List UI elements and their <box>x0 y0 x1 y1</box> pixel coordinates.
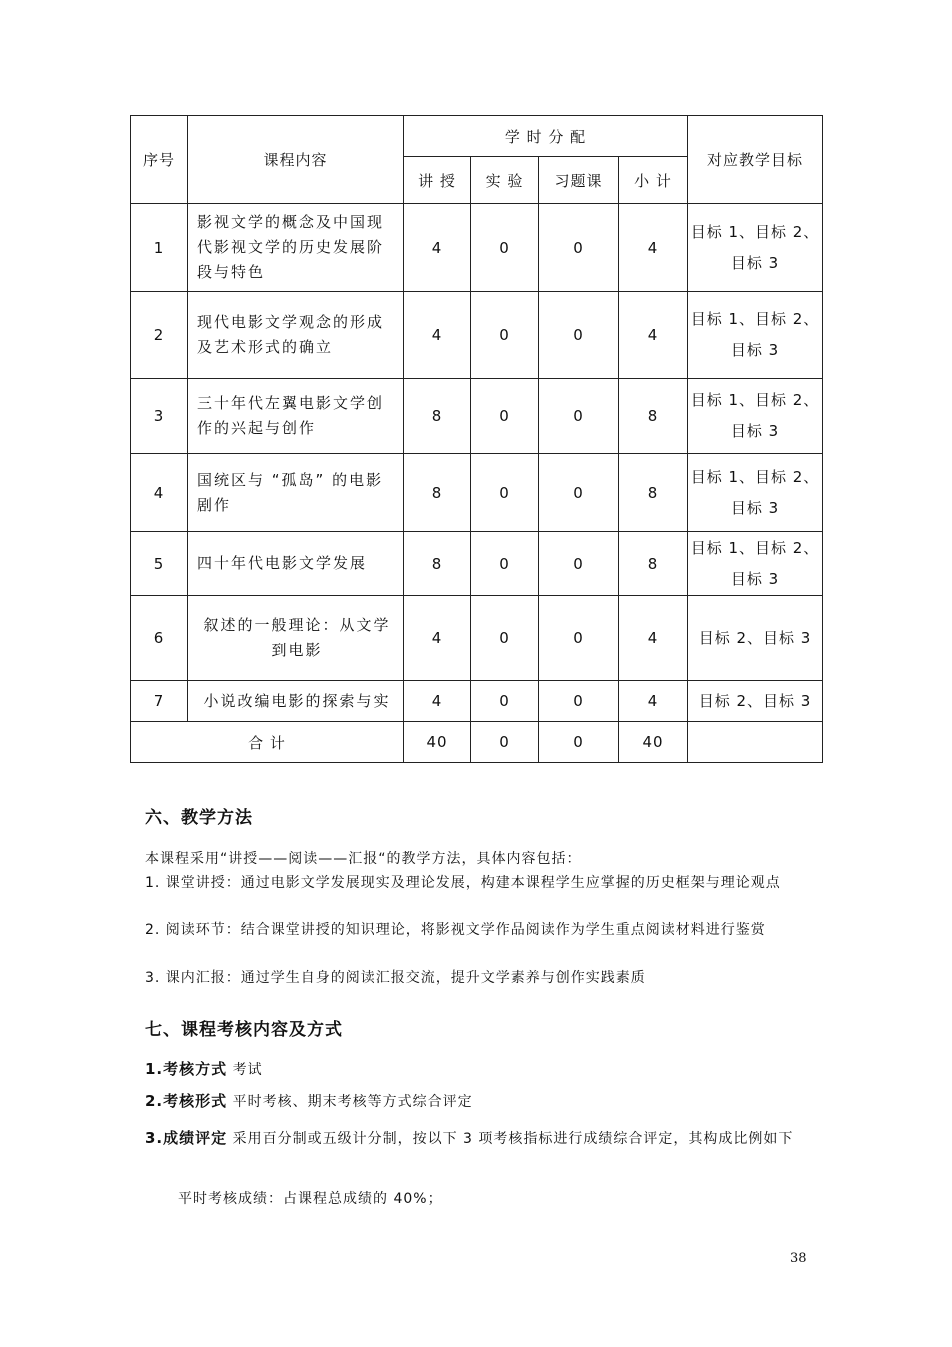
row-exercise: 0 <box>539 454 619 532</box>
row-seq: 6 <box>131 596 188 681</box>
row-subtotal: 8 <box>619 454 688 532</box>
row-goals: 目标 1、目标 2、目标 3 <box>688 454 823 532</box>
row-exercise: 0 <box>539 532 619 596</box>
header-lecture: 讲 授 <box>404 157 471 204</box>
grade-assessment-text: 采用百分制或五级计分制，按以下 3 项考核指标进行成绩综合评定，其构成比例如下 <box>232 1131 794 1147</box>
row-lab: 0 <box>471 681 539 722</box>
row-seq: 2 <box>131 292 188 379</box>
header-goals: 对应教学目标 <box>688 116 823 204</box>
row-subtotal: 4 <box>619 681 688 722</box>
section-7-heading: 七、课程考核内容及方式 <box>145 1020 343 1040</box>
row-content: 国统区与 “孤岛” 的电影剧作 <box>188 454 404 532</box>
row-subtotal: 8 <box>619 379 688 454</box>
row-goals: 目标 2、目标 3 <box>688 596 823 681</box>
row-goals: 目标 2、目标 3 <box>688 681 823 722</box>
usual-score: 平时考核成绩：占课程总成绩的 40%； <box>178 1191 443 1207</box>
row-lecture: 4 <box>404 681 471 722</box>
grade-assessment-label: 3.成绩评定 <box>145 1129 228 1147</box>
row-exercise: 0 <box>539 681 619 722</box>
section-6-item-1: 1. 课堂讲授：通过电影文学发展现实及理论发展，构建本课程学生应掌握的历史框架与理论观点 <box>145 875 781 891</box>
table-row <box>131 681 823 722</box>
row-subtotal: 4 <box>619 292 688 379</box>
exam-form-label: 2.考核形式 <box>145 1092 228 1110</box>
header-exercise: 习题课 <box>539 157 619 204</box>
row-content: 现代电影文学观念的形成及艺术形式的确立 <box>188 292 404 379</box>
total-label: 合 计 <box>131 722 404 763</box>
section-6-item-3: 3. 课内汇报：通过学生自身的阅读汇报交流，提升文学素养与创作实践素质 <box>145 970 646 986</box>
row-lecture: 8 <box>404 379 471 454</box>
row-exercise: 0 <box>539 596 619 681</box>
row-lab: 0 <box>471 292 539 379</box>
row-content: 三十年代左翼电影文学创作的兴起与创作 <box>188 379 404 454</box>
table-row <box>131 292 823 379</box>
table-row <box>131 454 823 532</box>
row-goals: 目标 1、目标 2、目标 3 <box>688 292 823 379</box>
table-row <box>131 204 823 292</box>
table-row <box>131 596 823 681</box>
header-lab: 实 验 <box>471 157 539 204</box>
row-seq: 7 <box>131 681 188 722</box>
table-row <box>131 532 823 596</box>
row-lecture: 4 <box>404 292 471 379</box>
row-content: 四十年代电影文学发展 <box>188 532 404 596</box>
row-lab: 0 <box>471 596 539 681</box>
row-subtotal: 4 <box>619 204 688 292</box>
row-exercise: 0 <box>539 204 619 292</box>
total-subtotal: 40 <box>619 722 688 763</box>
row-subtotal: 8 <box>619 532 688 596</box>
row-exercise: 0 <box>539 379 619 454</box>
total-lab: 0 <box>471 722 539 763</box>
total-row <box>131 722 823 763</box>
section-6-heading: 六、教学方法 <box>145 808 253 828</box>
header-hours: 学 时 分 配 <box>404 116 688 157</box>
exam-method-text: 考试 <box>232 1062 263 1078</box>
row-content: 小说改编电影的探索与实 <box>188 681 404 722</box>
row-seq: 1 <box>131 204 188 292</box>
row-content: 影视文学的概念及中国现代影视文学的历史发展阶段与特色 <box>188 204 404 292</box>
total-lecture: 40 <box>404 722 471 763</box>
row-lab: 0 <box>471 454 539 532</box>
header-subtotal: 小 计 <box>619 157 688 204</box>
header-content: 课程内容 <box>188 116 404 204</box>
row-exercise: 0 <box>539 292 619 379</box>
header-seq: 序号 <box>131 116 188 204</box>
row-lab: 0 <box>471 379 539 454</box>
row-content: 叙述的一般理论：从文学到电影 <box>188 596 404 681</box>
row-goals: 目标 1、目标 2、目标 3 <box>688 379 823 454</box>
exam-form <box>145 1090 815 1114</box>
row-lecture: 8 <box>404 454 471 532</box>
total-exercise: 0 <box>539 722 619 763</box>
row-lab: 0 <box>471 204 539 292</box>
row-seq: 3 <box>131 379 188 454</box>
exam-method <box>145 1058 815 1082</box>
row-seq: 5 <box>131 532 188 596</box>
grade-assessment <box>145 1123 815 1155</box>
row-lecture: 4 <box>404 596 471 681</box>
section-6-item-2: 2. 阅读环节：结合课堂讲授的知识理论，将影视文学作品阅读作为学生重点阅读材料进行鉴赏 <box>145 922 766 938</box>
row-goals: 目标 1、目标 2、目标 3 <box>688 532 823 596</box>
section-6-intro: 本课程采用“讲授——阅读——汇报“的教学方法，具体内容包括： <box>145 851 582 867</box>
exam-form-text: 平时考核、期末考核等方式综合评定 <box>232 1094 473 1110</box>
row-subtotal: 4 <box>619 596 688 681</box>
total-goals <box>688 722 823 763</box>
exam-method-label: 1.考核方式 <box>145 1060 228 1078</box>
row-lab: 0 <box>471 532 539 596</box>
row-lecture: 4 <box>404 204 471 292</box>
page-number: 38 <box>790 1251 807 1266</box>
row-goals: 目标 1、目标 2、目标 3 <box>688 204 823 292</box>
table-row <box>131 379 823 454</box>
row-lecture: 8 <box>404 532 471 596</box>
row-seq: 4 <box>131 454 188 532</box>
course-hours-table <box>130 115 823 763</box>
